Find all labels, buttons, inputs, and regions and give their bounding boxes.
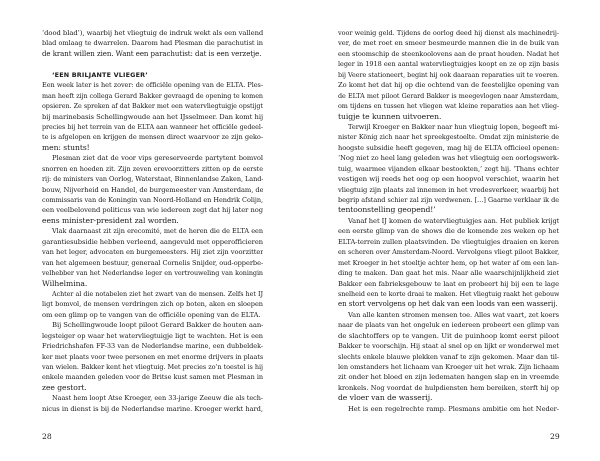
text-line: vliegtuig zijn plaats zal innemen in het vredesverkeer, waarbij het <box>338 185 559 194</box>
text-line: zee gestort. <box>42 382 87 392</box>
text-line: man heeft zijn collega Gerard Bakker gevraagd de opening te komen <box>42 91 263 100</box>
text-line: snorren en hoeden zit. Zijn zeven erevoorzitters zitten op de eerste <box>42 164 263 173</box>
paragraph-first-line: Vlak daarnaast zit zijn erecomité, met de heren die de ELTA een <box>52 227 263 236</box>
text-line: vestigen wij reeds het oog op een hoopvol verschiet, waarin het <box>338 175 559 184</box>
text-line: om een glimp op te vangen van de officiële opening van de ELTA. <box>42 310 261 319</box>
text-line: bouw, Nijverheid en Handel, de burgemeester van Amsterdam, de <box>42 185 263 194</box>
paragraph-first-line: Bij Schellingwoude loopt piloot Gerard Bakker de houten aan- <box>52 321 263 330</box>
text-line: ELTA-terrein zullen plaatsvinden. De vliegtuigjes draaien en keren <box>338 237 559 246</box>
text-line: Bakker te voorschijn. Hij staat al snel op en lijkt er wonderwel met <box>338 342 559 351</box>
section-heading: ‘EEN BRILJANTE VLIEGER’ <box>52 70 148 79</box>
text-line: ligt bomvol, de mensen verdringen zich op boten, aken en sloepen <box>42 300 263 309</box>
paragraph-first-line: Terwijl Kroeger en Bakker naar hun vliegtuig lopen, begeeft mi- <box>348 122 559 131</box>
text-line: leger in 1918 een aantal watervliegtuigjes koopt en ze op zijn basis <box>338 60 559 69</box>
text-line: zit onder het bloed en zijn ledematen hangen slap en in vreemde <box>338 373 559 382</box>
text-line: garantiesubsidie hebben verleend, aangevuld met opperofficieren <box>42 237 263 246</box>
text-line: de slachtoffers op te vangen. Uit de puinhoop komt eerst piloot <box>338 331 559 340</box>
text-line: eens minister-president zal worden. <box>42 215 179 225</box>
paragraph-first-line: Achter al die notabelen ziet het zwart van de mensen. Zelfs het IJ <box>52 289 263 298</box>
left-page-number: 28 <box>42 432 52 441</box>
text-line: tuig, waarmee vijanden elkaar bestookten,’ zegt hij. ‘Thans echter <box>338 164 559 173</box>
text-line: Wilhelmina. <box>42 278 88 288</box>
text-line: van het algemeen bestuur, generaal Cornelis Snijder, oud-opperbe- <box>42 258 263 267</box>
text-line: ‘Nog niet zo heel lang geleden was het vliegtuig een oorlogswerk- <box>338 154 559 163</box>
text-line: commissaris van de Koningin van Noord-Holland en Hendrik Colijn, <box>42 196 263 204</box>
paragraph-first-line: Het is een regelrechte ramp. Plesmans ambitie om het Neder- <box>348 404 559 413</box>
text-line: velhebber van het Nederlandse leger en vertrouweling van koningin <box>42 269 263 278</box>
text-line: hoogste subsidie heeft gegeven, mag hij de ELTA officieel openen: <box>338 143 559 152</box>
text-line: de vloer van de wasserij. <box>338 393 433 403</box>
text-line: Zo komt het dat hij op die ochtend van de feestelijke opening van <box>338 81 559 90</box>
text-line: tentoonstelling geopend!’ <box>338 205 436 215</box>
text-line: begrip afstand schier zal zijn verdwenen. […] Gaarne verklaar ik de <box>338 196 559 204</box>
text-line: kronkels. Nog voordat de hulpdiensten hem bereiken, sterft hij op <box>338 383 559 392</box>
text-line: nicus in dienst is bij de Nederlandse marine. Kroeger werkt hard, <box>42 404 263 413</box>
text-line: ding te maken. Dan gaat het mis. Naar alle waarschijnlijkheid ziet <box>338 269 559 278</box>
right-page-text <box>338 28 559 414</box>
text-line: ‘dood blad’), waarbij het vliegtuig de indruk wekt als een vallend <box>42 29 263 37</box>
text-line: enkele maanden geleden voor de Britse kust samen met Plesman in <box>42 373 263 382</box>
text-line: de ELTA met piloot Gerard Bakker is meegevlogen naar Amsterdam, <box>338 91 559 100</box>
text-line: bij marinebasis Schellingwoude aan het IJsselmeer. Dan komt hij <box>42 112 263 121</box>
text-line: ver, de met roet en smeer besmeurde mannen die in de buik van <box>338 39 559 48</box>
text-line: ker met plaats voor twee personen en met enorme drijvers in plaats <box>42 352 263 361</box>
text-line: te is afgelopen en krijgen de mensen direct waarvoor ze zijn geko- <box>42 133 263 142</box>
text-line: rij: de ministers van Oorlog, Waterstaat, Binnenlandse Zaken, Land- <box>42 175 263 184</box>
text-line: legsteiger op waar het watervliegtuigje ligt te wachten. Het is een <box>42 331 263 340</box>
paragraph-first-line: Van alle kanten stromen mensen toe. Alles wat vaart, zet koers <box>348 310 559 319</box>
text-line: een stoomschip de steenkoolovens aan de praat houden. Nadat het <box>338 49 559 58</box>
text-line: slechts enkele blauwe plekken vanaf te zijn gekomen. Maar dan til- <box>338 352 559 361</box>
section-gap <box>42 59 263 69</box>
paragraph-first-line: Plesman ziet dat de voor vips gereserveerde partytent bomvol <box>52 154 263 163</box>
text-line: bij Veere stationeert, begint hij ook daaraan reparaties uit te voeren. <box>338 70 559 79</box>
left-page-text <box>42 28 263 414</box>
text-line: naar de plaats van het ongeluk en iedereen probeert een glimp van <box>338 321 559 330</box>
text-line: len omstanders het lichaam van Kroeger uit het wrak. Zijn lichaam <box>338 363 559 371</box>
paragraph-first-line: Vanaf het IJ komen de watervliegtuigjes aan. Het publiek krijgt <box>348 216 559 225</box>
text-line: een eerste glimp van de shows die de komende zes weken op het <box>338 227 559 236</box>
paragraph-first-line: Naast hem loopt Atse Kroeger, een 33-jarige Zeeuw die als tech- <box>52 394 263 403</box>
text-line: nister König zich naar het spreekgestoelte. Omdat zijn ministerie de <box>338 133 559 142</box>
text-line: en scheren over Amsterdam-Noord. Vervolgens vliegt piloot Bakker, <box>338 248 559 257</box>
text-line: men: stunts! <box>42 142 90 152</box>
text-line: met Kroeger in het stoeltje achter hem, op het water af om een lan- <box>338 258 559 267</box>
text-line: de krant willen zien. Want een parachutist: dat is een verzetje. <box>42 49 262 58</box>
text-line: een veelbelovend politicus van wie iedereen zegt dat hij later nog <box>42 206 263 215</box>
text-line: opsieren. Ze spreken af dat Bakker met een watervliegtuigje opstijgt <box>42 102 263 111</box>
text-line: voor weinig geld. Tijdens de oorlog deed hij dienst als machinedrij- <box>338 29 559 37</box>
text-line: en stort vervolgens op het dak van een loods van een wasserij. <box>338 300 558 309</box>
text-line: snelheid een te korte draai te maken. Het vliegtuig raakt het gebouw <box>338 289 559 298</box>
text-line: Friedrichshafen FF-33 van de Nederlandse marine, een dubbeldek- <box>42 342 263 351</box>
text-line: precies bij het terrein van de ELTA aan wanneer het officiële gedeel- <box>42 122 263 131</box>
text-line: Een week later is het zover: de officiële opening van de ELTA. Ples- <box>42 81 263 90</box>
text-line: om tijdens en tussen het vliegen wat kleine reparaties aan het vlieg- <box>338 102 559 111</box>
text-line: van het leger, advocaten en burgemeesters. Hij ziet zijn voorzitter <box>42 248 263 257</box>
text-line: Bakker een fabrieksgebouw te laat en probeert hij bij een te lage <box>338 279 559 288</box>
right-page <box>300 0 600 461</box>
text-line: blad omlaag te dwarrelen. Daarom had Plesman die parachutist in <box>42 39 263 48</box>
text-line: van wielen. Bakker kent het vliegtuig. Met precies zo’n toestel is hij <box>42 363 263 371</box>
text-line: tuigje te kunnen uitvoeren. <box>338 111 442 121</box>
right-page-number: 29 <box>550 432 560 441</box>
